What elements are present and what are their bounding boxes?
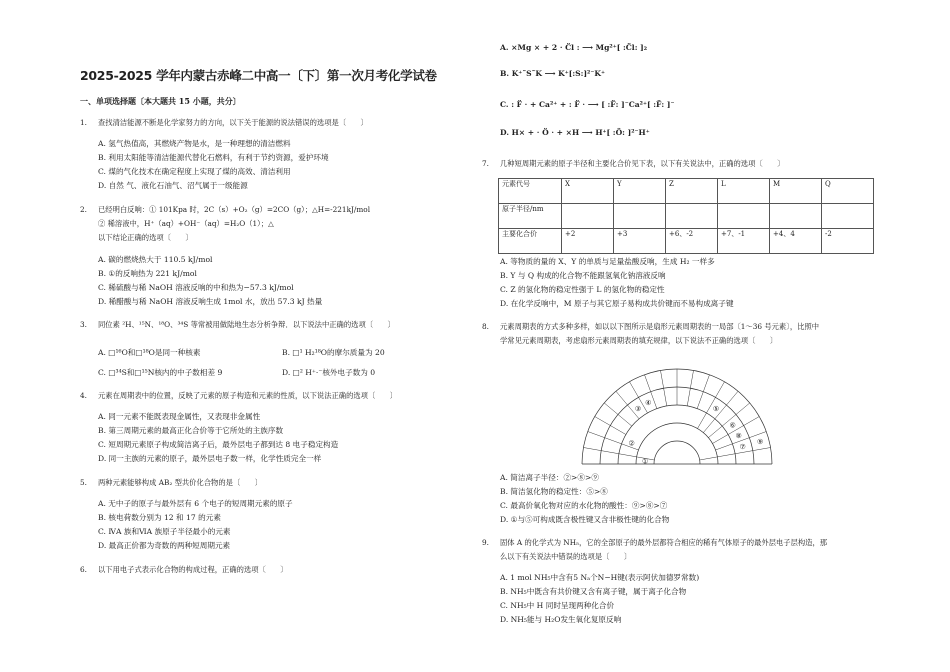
question-text: 元素在周期表中的位置，反映了元素的原子构造和元素的性质，以下说法正确的选项〔 〕 (98, 391, 398, 400)
table-cell: 主要化合价 (499, 229, 562, 254)
q3-option-a: A. □¹⁶O和□¹⁸O是同一种核素 (98, 348, 201, 357)
question-text: 元素周期表的方式多种多样，如以以下图所示是扇形元素周期表的一局部〔1～36 号元素〕，比照中 (500, 322, 820, 331)
q5-option-a: A. 无中子的原子与最外层有 6 个电子的短周期元素的原子 (98, 499, 293, 508)
table-header-cell: 元素代号 (499, 179, 562, 204)
question-4 (80, 391, 397, 401)
q4-option-d: D. 同一主族的元素的原子，最外层电子数一样，化学性质完全一样 (98, 454, 322, 463)
question-text: 几种短周期元素的原子半径和主要化合价见下表，以下有关说法中，正确的选项〔 〕 (500, 159, 785, 168)
table-cell: -2 (822, 229, 874, 254)
q3-option-c: C. □³⁴S和□¹⁵N核内的中子数相差 9 (98, 368, 223, 377)
q5-option-b: B. 核电荷数分别为 12 和 17 的元素 (98, 513, 221, 522)
q4-option-a: A. 同一元素不能既表现金属性，又表现非金属性 (98, 412, 261, 421)
q7-option-c: C. Z 的氢化物的稳定性强于 L 的氢化物的稳定性 (500, 285, 665, 294)
table-cell: 原子半径/nm (499, 204, 562, 229)
fan-mark-label: ④ (645, 398, 652, 407)
table-cell: +2 (562, 229, 614, 254)
table-header-cell: M (770, 179, 822, 204)
q3-option-d: D. □² H⁺·⁻核外电子数为 0 (282, 368, 376, 377)
table-cell: +6、-2 (666, 229, 718, 254)
question-8-line2: 学常见元素周期表，考虑扇形元素周期表的填充规律，以下说法不正确的选项〔 〕 (500, 336, 778, 345)
question-number: 1. (80, 118, 87, 127)
table-cell: +4、4 (770, 229, 822, 254)
question-number: 6. (80, 565, 87, 574)
q1-option-a: A. 氢气热值高，其燃烧产物是水，是一种理想的清洁燃料 (98, 139, 291, 148)
table-header-cell: Y (614, 179, 666, 204)
question-number: 9. (482, 538, 489, 547)
fan-mark-label: ③ (634, 404, 642, 413)
fan-spoke (687, 370, 693, 405)
question-text: 已经明白反响：① 101Kpa 时，2C（s）+O₂（g）=2CO（g）；△H=-221kJ/mol (98, 205, 371, 214)
q2-option-a: A. 碳的燃烧热大于 110.5 kJ/mol (98, 255, 213, 264)
q2-extra-line: 以下结论正确的选项〔 〕 (98, 233, 193, 242)
question-2 (80, 205, 370, 215)
section-heading: 一、单项选择题〔本大题共 15 小题，共分〕 (80, 96, 241, 106)
fan-mark-label: ① (641, 457, 649, 466)
table-header-cell: L (718, 179, 770, 204)
fan-mark-label: ② (628, 439, 635, 448)
table-cell: +3 (614, 229, 666, 254)
question-text: 同位素 ²H、¹⁵N、¹⁸O、³⁴S 等常被用做陆地生态分析争辩．以下说法中正确的选项〔 〕 (98, 320, 395, 329)
table-row (499, 229, 874, 254)
question-number: 7. (482, 159, 489, 168)
q2-extra-line: ② 稀溶液中，H⁺（aq）+OH⁻（aq）=H₂O（1）；△ (98, 219, 274, 228)
question-5 (80, 478, 262, 488)
fan-mark-label: ⑧ (735, 431, 742, 440)
q7-option-a: A. 等物质的量的 X、Y 的单质与足量盐酸反响，生成 H₂ 一样多 (500, 257, 715, 266)
table-cell (718, 204, 770, 229)
table-cell (614, 204, 666, 229)
table-cell: +7、-1 (718, 229, 770, 254)
fan-spoke (661, 370, 667, 405)
fan-spoke (604, 403, 632, 426)
question-7 (482, 159, 785, 169)
question-text: 查找清洁能源不断是化学家努力的方向，以下关于能源的说法错误的选项是〔 〕 (98, 118, 368, 127)
q8-option-a: A. 简洁离子半径：②>⑧>⑨ (500, 473, 599, 482)
q1-option-b: B. 利用太阳能等清洁能源代替化石燃料，有利于节约资源，爱护环境 (98, 153, 329, 162)
question-number: 8. (482, 322, 489, 331)
question-6 (80, 565, 288, 575)
table-header-row (499, 179, 874, 204)
question-number: 5. (80, 478, 87, 487)
q2-option-d: D. 稀醋酸与稀 NaOH 溶液反响生成 1mol 水，放出 57.3 kJ 热量 (98, 297, 323, 306)
q6-option-c: C. : F̈ · + Ca²⁺ + : F̈ · ⟶ [ :F̈: ]⁻Ca²⁺[ :F̈: ]⁻ (500, 100, 675, 109)
q5-option-c: C. ⅣA 族和ⅥA 族原子半径最小的元素 (98, 527, 231, 536)
fan-mark-label: ⑤ (712, 404, 720, 413)
fan-periodic-table (578, 354, 776, 466)
question-text: 固体 A 的化学式为 NH₅，它的全部原子的最外层都符合相应的稀有气体原子的最外层电子层构造，那 (500, 538, 828, 547)
fan-mark-label: ⑨ (756, 438, 764, 447)
q9-option-d: D. NH₅能与 H₂O发生氧化复原反响 (500, 615, 622, 624)
question-number: 2. (80, 205, 87, 214)
q9-option-c: C. NH₅中 H 同时呈现两种化合价 (500, 601, 615, 610)
q6-option-b: B. K⁺˜S˜K ⟶ K⁺[:S:]²⁻K⁺ (500, 69, 605, 78)
q8-option-c: C. 最高价氧化物对应的水化物的酸性：⑨>⑧>⑦ (500, 501, 668, 510)
question-number: 3. (80, 320, 87, 329)
question-8 (482, 322, 819, 332)
q7-option-b: B. Y 与 Q 构成的化合物不能跟氢氧化钠溶液反响 (500, 271, 666, 280)
q6-option-d: D. H× + · Ö · + ×H ⟶ H⁺[ :Ö: ]²⁻H⁺ (500, 128, 650, 137)
question-9-line2: 么以下有关说法中错误的选项是〔 〕 (500, 552, 632, 561)
q4-option-b: B. 第三周期元素的最高正化合价等于它所处的主族序数 (98, 426, 284, 435)
question-1 (80, 118, 368, 128)
fan-spoke (595, 417, 626, 435)
question-text: 两种元素能够构成 AB₂ 型共价化合物的是〔 〕 (98, 478, 263, 487)
element-table (498, 178, 874, 254)
table-header-cell: X (562, 179, 614, 204)
table-cell (562, 204, 614, 229)
table-cell (770, 204, 822, 229)
fan-mark-label: ⑥ (729, 421, 736, 430)
table-header-cell: Q (822, 179, 874, 204)
question-9 (482, 538, 827, 548)
page-title: 2025-2025 学年内蒙古赤峰二中高一〔下〕第一次月考化学试卷 (80, 68, 437, 83)
q5-option-d: D. 最高正价都为奇数的两种短周期元素 (98, 541, 231, 550)
q7-option-d: D. 在化学反响中，M 原子与其它原子易构成共价键而不易构成离子键 (500, 299, 734, 308)
fan-mark-label: ⑦ (739, 442, 746, 451)
table-cell (666, 204, 718, 229)
q8-option-d: D. ①与⑤可构成既含极性键又含非极性键的化合物 (500, 515, 670, 524)
question-3 (80, 320, 395, 330)
q2-option-c: C. 稀硫酸与稀 NaOH 溶液反响的中和热为−57.3 kJ/mol (98, 283, 294, 292)
table-cell (822, 204, 874, 229)
fan-spoke (700, 448, 771, 461)
q2-option-b: B. ①的反响热为 221 kJ/mol (98, 269, 197, 278)
q9-option-b: B. NH₅中既含有共价键又含有离子键，属于离子化合物 (500, 587, 687, 596)
q1-option-c: C. 煤的气化技术在确定程度上实现了煤的高效、清洁利用 (98, 167, 291, 176)
fan-spoke (697, 375, 709, 409)
q4-option-c: C. 短周期元素原子构成简洁离子后，最外层电子都到达 8 电子稳定构造 (98, 440, 339, 449)
question-text: 以下用电子式表示化合物的构成过程，正确的选项〔 〕 (98, 565, 288, 574)
q8-option-b: B. 简洁氢化物的稳定性：⑤>⑧ (500, 487, 608, 496)
q9-option-a: A. 1 mol NH₅中含有5 Nₐ个N−H键(表示阿伏加德罗常数) (500, 573, 700, 582)
fan-spoke (698, 382, 725, 429)
q6-option-a: A. ×Mg × + 2 · C̈l : ⟶ Mg²⁺[ :C̈l: ]₂ (500, 43, 648, 52)
q3-option-b: B. □¹ H₂¹⁸O的摩尔质量为 20 (282, 348, 385, 357)
q1-option-d: D. 自然 气、液化石油气、沼气属于一级能源 (98, 181, 248, 190)
question-number: 4. (80, 391, 87, 400)
table-header-cell: Z (666, 179, 718, 204)
table-row (499, 204, 874, 229)
